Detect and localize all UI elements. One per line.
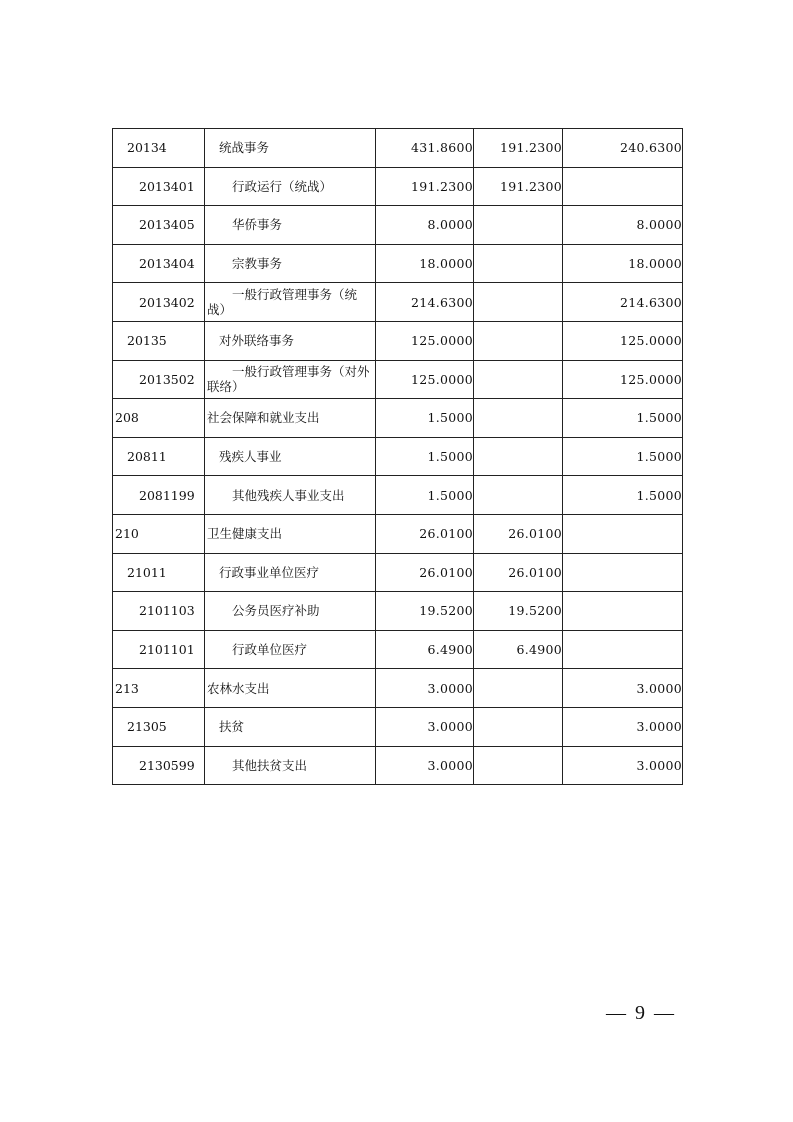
table-row: [113, 476, 683, 515]
cell-project: [563, 553, 683, 592]
cell-name: 行政事业单位医疗: [205, 553, 376, 592]
cell-code: 208: [113, 399, 205, 438]
cell-code: 2013402: [113, 283, 205, 322]
table-row: [113, 129, 683, 168]
cell-code: 2013404: [113, 244, 205, 283]
cell-basic: [474, 360, 563, 399]
page-number: — 9 —: [606, 1002, 676, 1024]
cell-project: [563, 167, 683, 206]
cell-total: 3.0000: [376, 746, 474, 785]
expenditure-table-body: [113, 129, 683, 785]
cell-code: 210: [113, 514, 205, 553]
cell-total: 1.5000: [376, 399, 474, 438]
expenditure-table: [112, 128, 683, 785]
cell-code: 2130599: [113, 746, 205, 785]
table-row: [113, 746, 683, 785]
cell-project: [563, 514, 683, 553]
cell-code: 213: [113, 669, 205, 708]
table-row: [113, 707, 683, 746]
cell-total: 125.0000: [376, 360, 474, 399]
cell-project: 125.0000: [563, 321, 683, 360]
cell-basic: [474, 399, 563, 438]
cell-project: 18.0000: [563, 244, 683, 283]
cell-code: 21011: [113, 553, 205, 592]
cell-total: 431.8600: [376, 129, 474, 168]
cell-code: 2013502: [113, 360, 205, 399]
cell-project: 125.0000: [563, 360, 683, 399]
table-row: [113, 167, 683, 206]
cell-name: 宗教事务: [205, 244, 376, 283]
cell-total: 214.6300: [376, 283, 474, 322]
cell-basic: 26.0100: [474, 514, 563, 553]
table-row: [113, 592, 683, 631]
table-row: [113, 321, 683, 360]
cell-name: 其他残疾人事业支出: [205, 476, 376, 515]
cell-total: 6.4900: [376, 630, 474, 669]
table-row: [113, 244, 683, 283]
cell-code: 20135: [113, 321, 205, 360]
cell-total: 18.0000: [376, 244, 474, 283]
cell-name: 行政运行（统战）: [205, 167, 376, 206]
cell-name: 对外联络事务: [205, 321, 376, 360]
cell-basic: [474, 206, 563, 245]
cell-basic: 191.2300: [474, 167, 563, 206]
cell-code: 2101103: [113, 592, 205, 631]
cell-name: 卫生健康支出: [205, 514, 376, 553]
cell-total: 26.0100: [376, 553, 474, 592]
cell-code: 20134: [113, 129, 205, 168]
cell-basic: 191.2300: [474, 129, 563, 168]
cell-project: 1.5000: [563, 437, 683, 476]
table-row: [113, 669, 683, 708]
cell-name: 华侨事务: [205, 206, 376, 245]
cell-project: 214.6300: [563, 283, 683, 322]
cell-code: 2013401: [113, 167, 205, 206]
cell-code: 20811: [113, 437, 205, 476]
cell-total: 8.0000: [376, 206, 474, 245]
table-row: [113, 399, 683, 438]
table-row: [113, 283, 683, 322]
cell-project: 1.5000: [563, 476, 683, 515]
cell-basic: 6.4900: [474, 630, 563, 669]
cell-basic: [474, 321, 563, 360]
cell-name: 扶贫: [205, 707, 376, 746]
cell-name: 残疾人事业: [205, 437, 376, 476]
cell-basic: [474, 283, 563, 322]
cell-project: [563, 592, 683, 631]
cell-project: 1.5000: [563, 399, 683, 438]
cell-total: 191.2300: [376, 167, 474, 206]
table-row: [113, 206, 683, 245]
cell-total: 125.0000: [376, 321, 474, 360]
cell-code: 2101101: [113, 630, 205, 669]
cell-project: 3.0000: [563, 707, 683, 746]
cell-basic: [474, 476, 563, 515]
cell-total: 19.5200: [376, 592, 474, 631]
cell-basic: [474, 746, 563, 785]
cell-total: 1.5000: [376, 476, 474, 515]
cell-project: [563, 630, 683, 669]
table-row: [113, 437, 683, 476]
cell-basic: 26.0100: [474, 553, 563, 592]
cell-total: 26.0100: [376, 514, 474, 553]
cell-name: 其他扶贫支出: [205, 746, 376, 785]
cell-name: 农林水支出: [205, 669, 376, 708]
cell-code: 2013405: [113, 206, 205, 245]
cell-total: 3.0000: [376, 707, 474, 746]
cell-project: 8.0000: [563, 206, 683, 245]
table-row: [113, 360, 683, 399]
cell-name: 一般行政管理事务（统战）: [205, 283, 376, 322]
cell-basic: [474, 707, 563, 746]
cell-code: 2081199: [113, 476, 205, 515]
cell-project: 240.6300: [563, 129, 683, 168]
cell-name: 统战事务: [205, 129, 376, 168]
cell-name: 行政单位医疗: [205, 630, 376, 669]
cell-basic: [474, 244, 563, 283]
cell-project: 3.0000: [563, 669, 683, 708]
cell-project: 3.0000: [563, 746, 683, 785]
cell-name: 社会保障和就业支出: [205, 399, 376, 438]
cell-basic: 19.5200: [474, 592, 563, 631]
cell-name: 公务员医疗补助: [205, 592, 376, 631]
table-row: [113, 553, 683, 592]
table-row: [113, 514, 683, 553]
cell-total: 3.0000: [376, 669, 474, 708]
cell-total: 1.5000: [376, 437, 474, 476]
cell-name: 一般行政管理事务（对外联络）: [205, 360, 376, 399]
cell-basic: [474, 437, 563, 476]
table-row: [113, 630, 683, 669]
cell-basic: [474, 669, 563, 708]
cell-code: 21305: [113, 707, 205, 746]
